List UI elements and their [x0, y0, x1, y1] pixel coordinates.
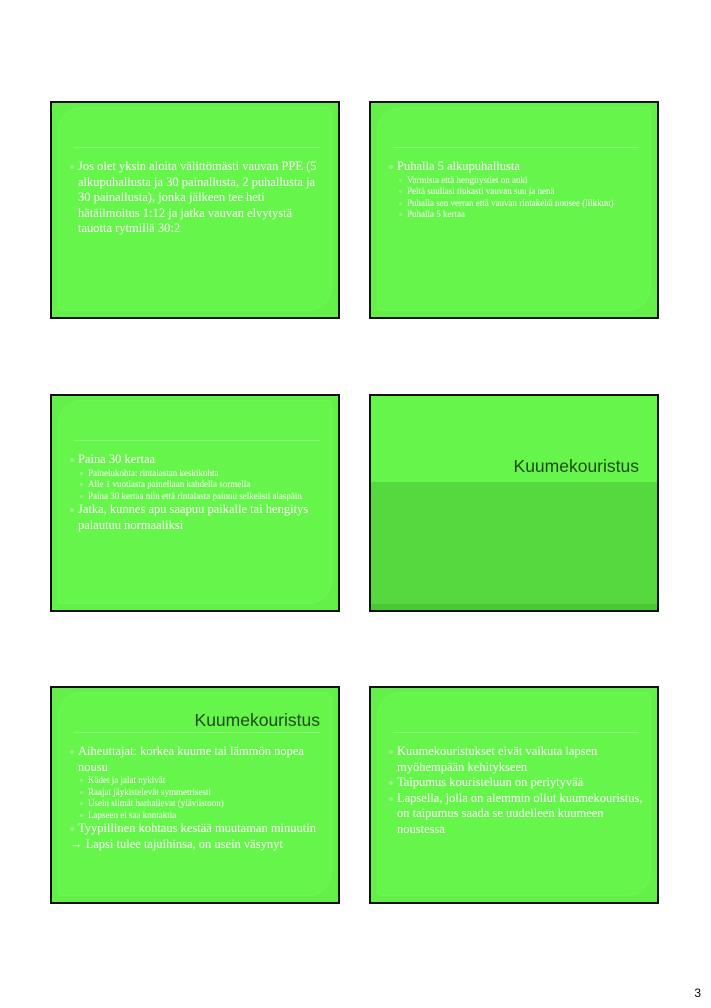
sub-bullet-item: Usein silmät harhailevat (yläviistoon)	[70, 798, 324, 810]
bullet-item: Aiheuttajat: korkea kuume tai lämmön nopea nousu	[70, 744, 324, 775]
slide-1	[50, 101, 340, 319]
slide-title: Kuumekouristus	[194, 710, 320, 730]
sub-bullet-item: Paina 30 kertaa niin että rintalasta painuu selkeästi alaspäin	[70, 491, 324, 503]
slide-body	[70, 159, 324, 237]
sub-bullet-item: Puhalla 5 kertaa	[389, 209, 643, 221]
bullet-item: Taipumus kouristeluun on periytyvää	[389, 775, 643, 791]
bullet-item: Puhalla 5 alkupuhallusta	[389, 159, 643, 175]
title-rule	[393, 147, 639, 148]
title-rule	[74, 440, 320, 441]
slide-6	[369, 686, 659, 904]
lower-band	[371, 482, 657, 610]
arrow-item: → Lapsi tulee tajuihinsa, on usein väsynyt	[70, 836, 283, 851]
slide-body	[70, 452, 324, 533]
slide-2	[369, 101, 659, 319]
slide-body	[70, 744, 324, 852]
bullet-item: Jos olet yksin aloita välittömästi vauvan PPE (5 alkupuhallusta ja 30 painallusta, 2 puhallusta ja 30 painallusta), jonka jälkeen tee heti hätäilmoitus 1:12 ja jatka vauvan elvytystä tauotta rytmillä 30:2	[70, 159, 324, 237]
page-number: 3	[694, 986, 701, 1000]
sub-bullet-item: Kädet ja jalat nykivät	[70, 775, 324, 787]
bullet-item: Lapsella, jolla on alemmin ollut kuumekouristus, on taipumus saada se uudelleen kuumeen noustessa	[389, 791, 643, 838]
slide-title: Kuumekouristus	[513, 456, 639, 476]
bullet-item: Tyypillinen kohtaus kestää muutaman minuutin	[70, 821, 324, 837]
bullet-item: Paina 30 kertaa	[70, 452, 324, 468]
sub-bullet-item: Puhalla sen verran että vauvan rintakehä nousee (liikkuu)	[389, 198, 643, 210]
slide-body	[389, 744, 643, 837]
sub-bullet-item: Alle 1 vuotiasta painellaan kahdella sormella	[70, 479, 324, 491]
title-rule	[74, 147, 320, 148]
bullet-item: Jatka, kunnes apu saapuu paikalle tai hengitys palautuu normaaliksi	[70, 502, 324, 533]
sub-bullet-item: Painelukohta: rintalastan keskikohta	[70, 468, 324, 480]
slide-5	[50, 686, 340, 904]
slide-3	[50, 394, 340, 612]
title-rule	[393, 732, 639, 733]
sub-bullet-item: Lapseen ei saa kontaktia	[70, 810, 324, 822]
sub-bullet-item: Peitä suullasi tiukasti vauvan suu ja nenä	[389, 186, 643, 198]
slide-body	[389, 159, 643, 221]
slide-4	[369, 394, 659, 612]
sub-bullet-item: Raajat jäykistelevät symmetrisesti	[70, 787, 324, 799]
title-rule	[74, 732, 320, 733]
sub-bullet-item: Varmista että hengitystiet on auki	[389, 175, 643, 187]
bullet-item: Kuumekouristukset eivät vaikuta lapsen myöhempään kehitykseen	[389, 744, 643, 775]
